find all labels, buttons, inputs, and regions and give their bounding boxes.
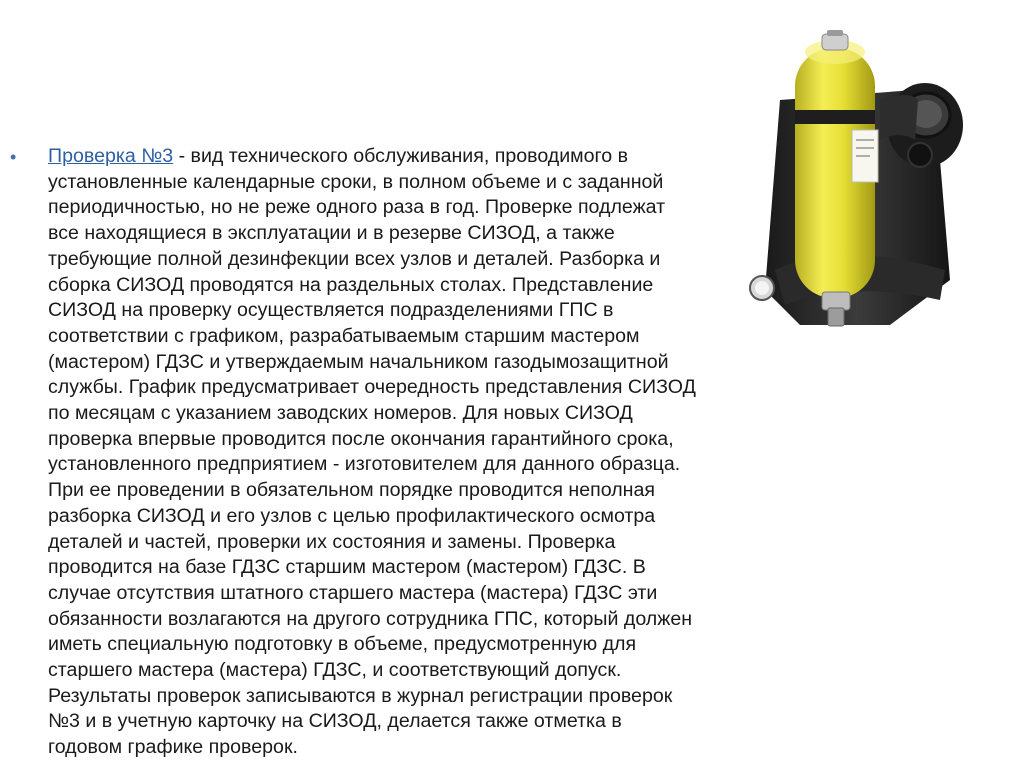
main-paragraph [48, 144, 828, 761]
text-line: соответствии с графиком, разрабатываемым старшим мастером [48, 324, 640, 347]
text-line: иметь специальную подготовку в объеме, предусмотренную для [48, 633, 637, 656]
text-line: требующие полной дезинфекции всех узлов и деталей. Разборка и [48, 247, 661, 270]
text-line: деталей и частей, проверки их состояния и замены. Проверка [48, 530, 616, 553]
text-line: установленные календарные сроки, в полном объеме и с заданной [48, 170, 664, 193]
text-line: проводится на базе ГДЗС старшим мастером (мастером) ГДЗС. В [48, 556, 646, 579]
text-line: по месяцам с указанием заводских номеров. Для новых СИЗОД [48, 402, 633, 425]
text-line: годовом графике проверок. [48, 736, 298, 759]
text-line: Результаты проверок записываются в журнал регистрации проверок [48, 684, 673, 707]
first-line-text: - вид технического обслуживания, проводимого в [173, 145, 629, 167]
text-line: разборка СИЗОД и его узлов с целью профилактического осмотра [48, 504, 656, 527]
text-line: периодичностью, но не реже одного раза в год. Проверке подлежат [48, 196, 666, 219]
check-3-link[interactable]: Проверка №3 [48, 145, 174, 167]
content-block [10, 144, 830, 761]
text-line: установленного предприятием - изготовителем для данного образца. [48, 453, 681, 476]
text-line: СИЗОД на проверку осуществляется подразделениями ГПС в [48, 299, 614, 322]
text-line: При ее проведении в обязательном порядке проводится неполная [48, 479, 655, 502]
text-line: обязанности возлагаются на другого сотрудника ГПС, который должен [48, 607, 693, 630]
bullet-marker: • [10, 147, 17, 167]
text-line-first [48, 144, 828, 170]
text-line: все находящиеся в эксплуатации и в резерве СИЗОД, а также [48, 222, 615, 245]
text-line: службы. График предусматривает очередность представления СИЗОД [48, 376, 696, 399]
text-line: проверка впервые проводится после окончания гарантийного срока, [48, 427, 674, 450]
text-line: сборка СИЗОД проводятся на раздельных столах. Представление [48, 273, 654, 296]
text-line: случае отсутствия штатного старшего мастера (мастера) ГДЗС эти [48, 581, 658, 604]
text-line: старшего мастера (мастера) ГДЗС, и соответствующий допуск. [48, 659, 622, 682]
text-line: (мастером) ГДЗС и утверждаемым начальником газодымозащитной [48, 350, 669, 373]
text-line: №3 и в учетную карточку на СИЗОД, делается также отметка в [48, 710, 622, 733]
